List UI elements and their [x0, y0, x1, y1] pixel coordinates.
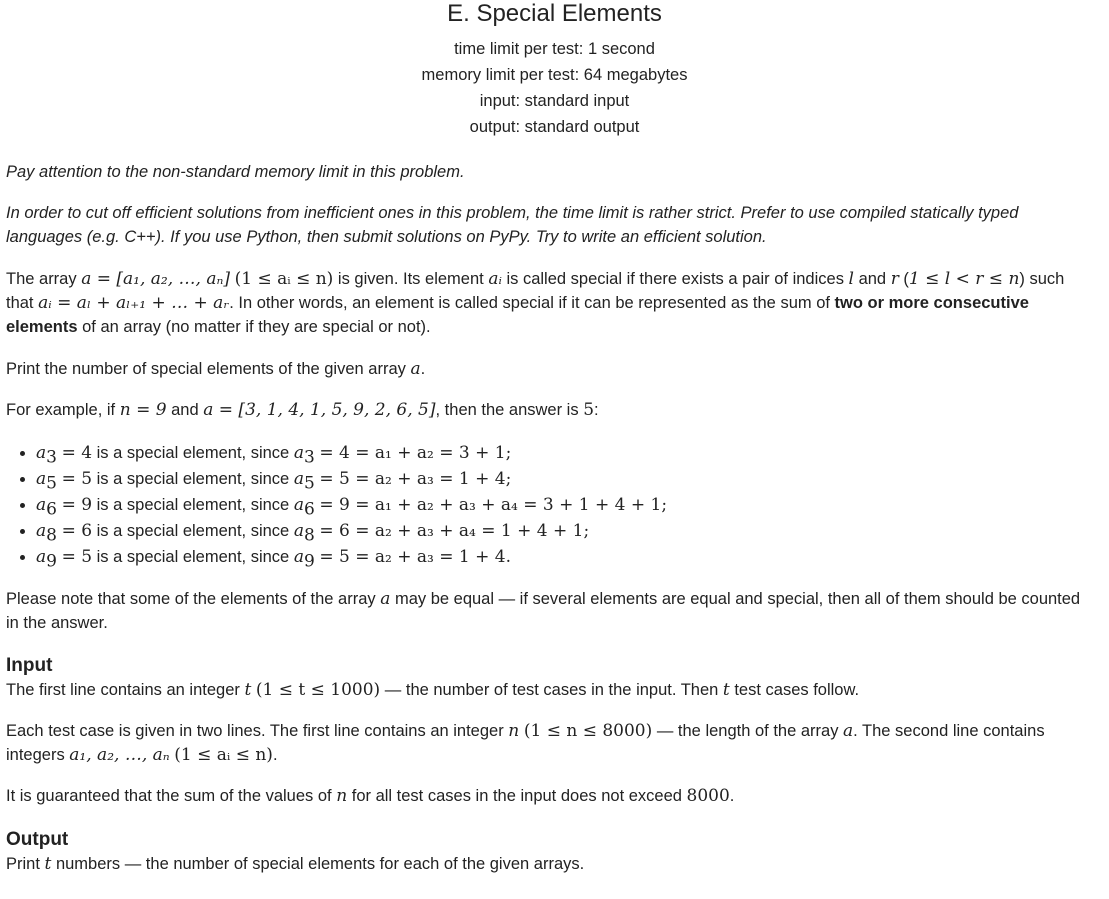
input-section-title: Input — [6, 655, 53, 676]
statement-equal-note: Please note that some of the elements of the array a may be equal — if several elements are equal and special, then all of them should be counted in the answer. — [6, 589, 1081, 632]
time-note: In order to cut off efficient solutions from inefficient ones in this problem, the time limit is rather strict. Prefer to use compiled statically typed languages (e.g. C++). If you use Python, then submit solutions on PyPy. Try to write an efficient solution. — [6, 204, 1019, 246]
problem-header — [0, 0, 1109, 140]
example-list — [6, 440, 1087, 570]
memory-note: Pay attention to the non-standard memory limit in this problem. — [6, 163, 465, 181]
output-section-title: Output — [6, 829, 69, 850]
statement-print: Print the number of special elements of the given array a. — [6, 359, 426, 379]
input-p1: The first line contains an integer t (1 ≤ t ≤ 1000) — the number of test cases in the input. Then t test cases follow. — [6, 680, 860, 700]
list-item: • $a_8 = 6$ is a special element, since $a_8 = 6 = a_2 + a_3 + a_4 = 1 + 4 + 1$; — [36, 518, 1087, 544]
output-section — [6, 828, 1087, 876]
list-item: • $a_5 = 5$ is a special element, since $a_5 = 5 = a_2 + a_3 = 1 + 4$; — [36, 466, 1087, 492]
problem-title: E. Special Elements — [447, 0, 662, 27]
input-spec: input: standard input — [479, 92, 630, 110]
list-item: • $a_9 = 5$ is a special element, since $a_9 = 5 = a_2 + a_3 = 1 + 4$. — [36, 544, 1087, 570]
output-spec: output: standard output — [469, 118, 640, 136]
input-p2: Each test case is given in two lines. The first line contains an integer n (1 ≤ n ≤ 8000) — the length of the array a. The second line contains integers a₁, a₂, …, aₙ (1 ≤ aᵢ ≤ n). — [6, 721, 1045, 765]
statement-example: For example, if n = 9 and a = [3, 1, 4, 1, 5, 9, 2, 6, 5], then the answer is 5: — [6, 400, 599, 420]
input-section — [6, 654, 1087, 808]
memory-limit: memory limit per test: 64 megabytes — [421, 66, 688, 84]
time-limit: time limit per test: 1 second — [454, 40, 655, 58]
input-p3: It is guaranteed that the sum of the values of n for all test cases in the input does not exceed 8000. — [6, 786, 735, 806]
statement-definition: The array a = [a₁, a₂, …, aₙ] (1 ≤ aᵢ ≤ n) is given. Its element aᵢ is called special if there exists a pair of indices l and r (1 ≤ l < r ≤ n) such that aᵢ = aₗ + aₗ₊₁ + … + aᵣ. In other words, an element is called special if it can be represented as the sum of two or more consecutive elements of an array (no matter if they are special or not). — [6, 269, 1065, 336]
list-item: • $a_6 = 9$ is a special element, since $a_6 = 9 = a_1 + a_2 + a_3 + a_4 = 3 + 1 + 4 + 1$; — [36, 492, 1087, 518]
output-p1: Print t numbers — the number of special elements for each of the given arrays. — [6, 854, 585, 874]
list-item: • $a_3 = 4$ is a special element, since $a_3 = 4 = a_1 + a_2 = 3 + 1$; — [36, 440, 1087, 466]
